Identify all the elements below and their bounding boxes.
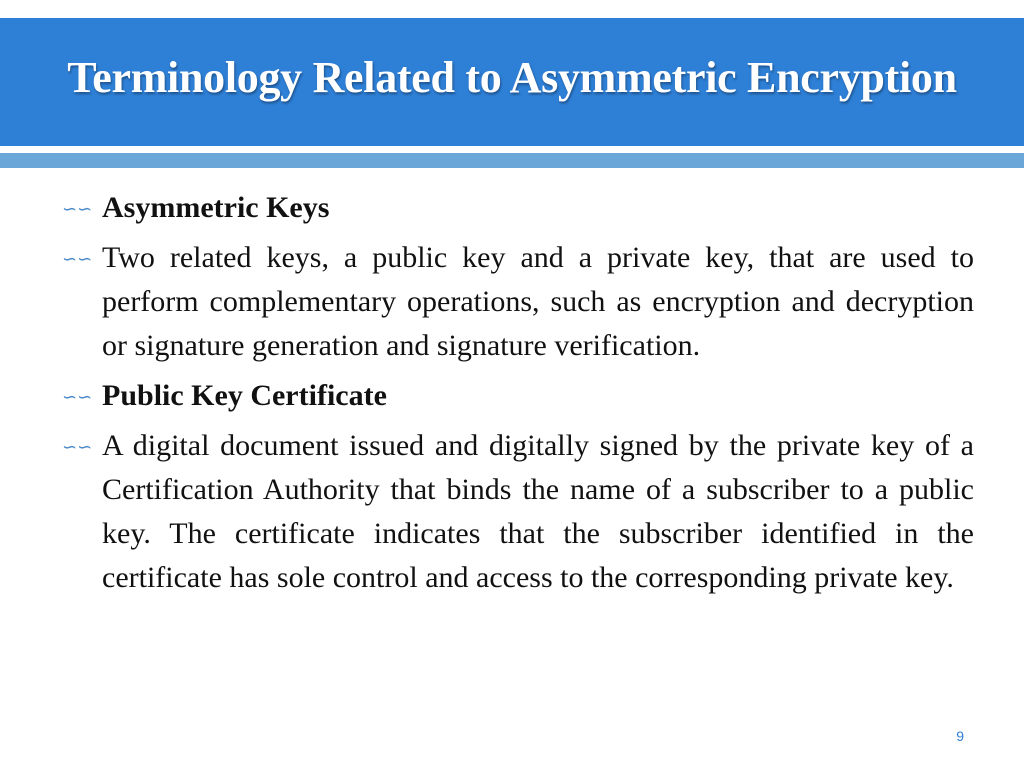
bullet-icon: ∽∽ — [62, 387, 93, 408]
bullet-list — [60, 186, 974, 606]
bullet-heading: Public Key Certificate — [102, 379, 387, 412]
bullet-heading: Asymmetric Keys — [102, 191, 330, 224]
page-number: 9 — [956, 728, 964, 744]
bullet-item-public-key-certificate — [60, 374, 974, 418]
bullet-definition: Two related keys, a public key and a private key, that are used to perform complementary operations, such as encryption and decryption or signature generation and signature verification. — [102, 241, 974, 362]
title-bar — [0, 18, 1024, 146]
bullet-item-public-key-certificate-definition — [60, 424, 974, 600]
bullet-item-asymmetric-keys — [60, 186, 974, 230]
bullet-icon: ∽∽ — [62, 437, 93, 458]
bullet-icon: ∽∽ — [62, 199, 93, 220]
accent-stripe — [0, 153, 1024, 168]
slide-title: Terminology Related to Asymmetric Encryption — [67, 53, 957, 102]
bullet-icon: ∽∽ — [62, 249, 93, 270]
bullet-item-asymmetric-keys-definition — [60, 236, 974, 368]
bullet-definition: A digital document issued and digitally signed by the private key of a Certification Authority that binds the name of a subscriber to a public key. The certificate indicates that the subscriber identified in the certificate has sole control and access to the corresponding private key. — [102, 429, 974, 594]
